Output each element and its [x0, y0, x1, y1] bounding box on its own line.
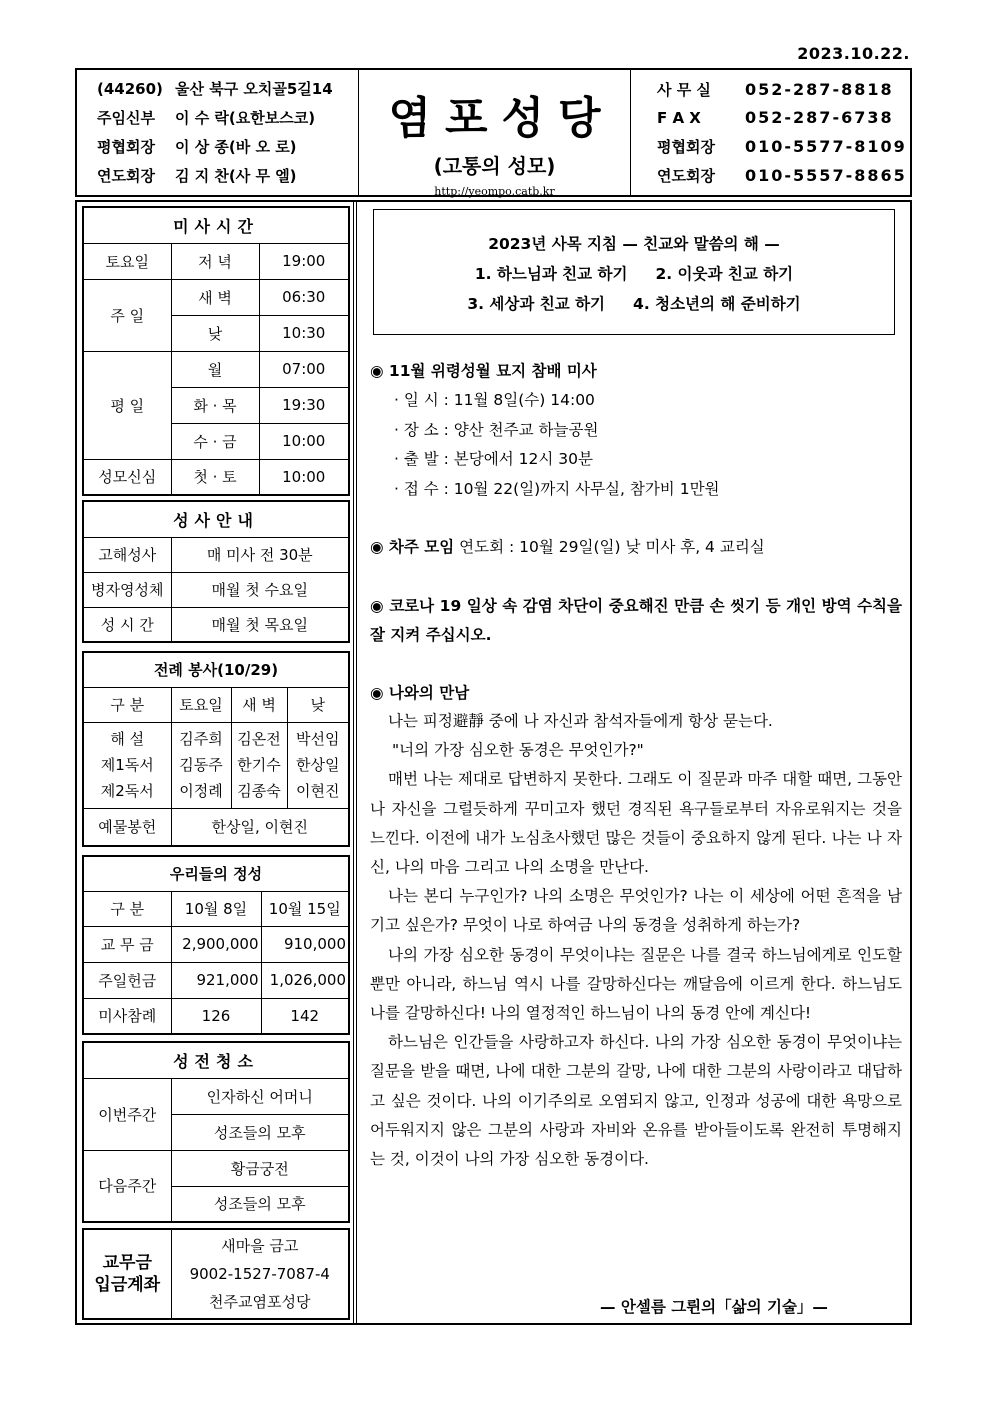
liturgy-sat-names — [171, 722, 231, 808]
finance-value: 1,026,000 — [261, 962, 349, 998]
page-subtitle: (고통의 성모) — [433, 154, 556, 178]
role-reading1: 제1독서 — [100, 756, 154, 774]
role-reading2: 제2독서 — [100, 782, 154, 800]
essay-paragraph: 하느님은 인간들을 사랑하고자 하신다. 나의 가장 심오한 동경이 무엇이냐는 질문을 받을 때면, 나에 대한 그분의 갈망, 나에 대한 그분의 사랑이라고 대답하고 싶은 것이다. 나의 이기주의로 오염되지 않고, 인정과 성공에 대한 욕망으로 어두워지지 않은 그분의 사랑과 자비와 온유를 받아들이도록 완전히 투명해지는 것, 이것이 나의 가장 심오한 동경이다. — [370, 1033, 902, 1169]
council-phone-row — [657, 136, 910, 165]
tue-thu-value: 19:30 — [259, 387, 349, 423]
finance-col-oct15: 10월 15일 — [261, 891, 349, 926]
essay-paragraph: 나의 가장 심오한 동경이 무엇이냐는 질문은 나를 결국 하느님에게로 인도할 뿐만 아니라, 하느님 역시 나를 갈망하신다는 깨달음에 이르게 한다. 하느님도 나를 갈망하신다! 나의 열정적인 하느님이 나의 동경 안에 계신다! — [370, 945, 902, 1023]
council-phone-label: 평협회장 — [657, 138, 715, 156]
yeondo-label: 연도회장 — [97, 167, 155, 185]
bank-name: 새마을 금고 — [221, 1237, 299, 1255]
sun-day-value: 10:30 — [259, 315, 349, 351]
essay-paragraph: 나는 본디 누구인가? 나의 소명은 무엇인가? 나는 이 세상에 어떤 흔적을 남기고 싶은가? 무엇이 나로 하여금 나의 동경을 성취하게 하는가? — [370, 887, 902, 935]
cleaning-table — [82, 1041, 350, 1223]
mary-label: 성모신심 — [83, 459, 171, 495]
council-name: 이 상 종(바 오 로) — [175, 138, 297, 156]
pastoral-item: 3. 세상과 친교 하기 — [467, 295, 606, 313]
list-item: 김동주 — [179, 756, 223, 774]
offering-value: 한상일, 이현진 — [171, 808, 349, 846]
council-label: 평협회장 — [97, 138, 155, 156]
liturgy-col-dawn: 새 벽 — [231, 687, 287, 722]
pastor-row — [97, 107, 358, 136]
pastoral-guideline-box — [373, 209, 895, 335]
mary-value: 10:00 — [259, 459, 349, 495]
pastor-label: 주임신부 — [97, 109, 155, 127]
notice-title: ◉ 차주 모임 — [370, 538, 455, 556]
pastoral-row2 — [374, 292, 894, 314]
confession-label: 고해성사 — [83, 537, 171, 572]
council-phone: 010-5577-8109 — [745, 137, 907, 156]
council-row — [97, 136, 358, 165]
mass-times-table — [82, 206, 350, 496]
finance-row-label: 교 무 금 — [83, 926, 171, 962]
yeondo-row — [97, 165, 358, 194]
essay-body — [370, 707, 902, 1174]
pastoral-item: 1. 하느님과 친교 하기 — [474, 265, 628, 283]
fax-label: F A X — [657, 108, 701, 127]
finance-value: 2,900,000 — [171, 926, 261, 962]
liturgy-col-day: 낮 — [287, 687, 349, 722]
yeondo-phone: 010-5557-8865 — [745, 165, 907, 185]
pastoral-row1 — [374, 262, 894, 284]
liturgy-col-sat: 토요일 — [171, 687, 231, 722]
finance-value: 142 — [261, 998, 349, 1034]
essay-paragraph: 나는 피정避靜 중에 나 자신과 참석자들에게 항상 묻는다. — [388, 712, 773, 730]
sick-communion-label: 병자영성체 — [83, 572, 171, 607]
account-label — [83, 1229, 171, 1319]
holy-hour-value: 매월 첫 목요일 — [171, 607, 349, 642]
sun-label: 주 일 — [83, 279, 171, 351]
header-contact-left — [77, 70, 359, 195]
list-item: 한기수 — [237, 756, 281, 774]
postal-code: (44260) — [97, 80, 163, 98]
list-item: 김온전 — [237, 730, 281, 748]
notice-memorial-mass — [370, 356, 902, 504]
account-details — [171, 1229, 349, 1319]
finance-row-label: 주일헌금 — [83, 962, 171, 998]
website-url[interactable]: http://yeompo.catb.kr — [434, 185, 555, 198]
finance-value: 126 — [171, 998, 261, 1034]
finance-title: 우리들의 정성 — [83, 856, 349, 891]
list-item: · 접 수 : 10월 22(일)까지 사무실, 참가비 1만원 — [394, 479, 720, 498]
pastoral-item: 2. 이웃과 친교 하기 — [655, 265, 794, 283]
list-item: 박선임 — [296, 730, 340, 748]
header-contact-right — [631, 70, 910, 195]
next-week-label: 다음주간 — [83, 1150, 171, 1222]
liturgy-title: 전례 봉사(10/29) — [83, 652, 349, 687]
this-week-group-a: 인자하신 어머니 — [171, 1078, 349, 1114]
yeondo-phone-label: 연도회장 — [657, 166, 715, 185]
pastoral-title: 2023년 사목 지침 — 친교와 말씀의 해 — — [488, 235, 780, 253]
pastor-name: 이 수 락(요한보스코) — [175, 109, 316, 127]
sacraments-table — [82, 500, 350, 643]
essay-heading — [370, 679, 902, 707]
fax-number: 052-287-6738 — [745, 107, 894, 127]
mass-times-title: 미사시간 — [83, 207, 349, 243]
account-number: 9002-1527-7087-4 — [189, 1265, 330, 1283]
finance-value: 921,000 — [171, 962, 261, 998]
page-title: 염포성당 — [388, 93, 615, 144]
account-label-line1: 교무금 — [102, 1253, 152, 1273]
essay-signature: — 안셀름 그륀의「삶의 기술」— — [600, 1298, 828, 1316]
essay-paragraph: 매번 나는 제대로 답변하지 못한다. 그래도 이 질문과 마주 대할 때면, 그동안 나 자신을 그럴듯하게 꾸미고자 했던 경직된 욕구들로부터 자유로워지는 것을 느낀다. 이전에 내가 노심초사했던 많은 것들이 중요하지 않게 된다. 나는 나 자신, 나의 마음 그리고 나의 소명을 만난다. — [370, 770, 902, 877]
liturgy-roles — [83, 722, 171, 808]
notice-meeting — [370, 532, 902, 562]
sacraments-title: 성사안내 — [83, 501, 349, 537]
cleaning-title: 성전청소 — [83, 1042, 349, 1078]
holy-hour-label: 성 시 간 — [83, 607, 171, 642]
next-week-group-a: 황금궁전 — [171, 1150, 349, 1186]
account-table — [82, 1228, 350, 1320]
liturgy-col-role: 구 분 — [83, 687, 171, 722]
address: 울산 북구 오치골5길14 — [175, 80, 333, 98]
finance-row-label: 미사참례 — [83, 998, 171, 1034]
issue-date: 2023.10.22. — [797, 44, 910, 63]
sun-day-time: 낮 — [171, 315, 259, 351]
sat-value: 19:00 — [259, 243, 349, 279]
office-phone: 052-287-8818 — [745, 80, 894, 99]
list-item: · 출 발 : 본당에서 12시 30분 — [394, 450, 593, 468]
essay-title: ◉ 나와의 만남 — [370, 684, 470, 702]
notice-title: ◉ 11월 위령성월 묘지 참배 미사 — [370, 362, 597, 380]
finance-table — [82, 855, 350, 1035]
list-item: 이정례 — [179, 782, 223, 800]
mon-time: 월 — [171, 351, 259, 387]
finance-col-oct8: 10월 8일 — [171, 891, 261, 926]
sat-label: 토요일 — [83, 243, 171, 279]
role-commentary: 해 설 — [110, 730, 145, 748]
list-item: 김종숙 — [237, 782, 281, 800]
confession-value: 매 미사 전 30분 — [171, 537, 349, 572]
sun-dawn-value: 06:30 — [259, 279, 349, 315]
liturgy-dawn-names — [231, 722, 287, 808]
wed-fri-time: 수 · 금 — [171, 423, 259, 459]
this-week-label: 이번주간 — [83, 1078, 171, 1150]
finance-col-label: 구 분 — [83, 891, 171, 926]
office-row — [657, 79, 910, 108]
list-item: 한상일 — [296, 756, 340, 774]
notice-covid: ◉ 코로나 19 일상 속 감염 차단이 중요해진 만큼 손 씻기 등 개인 방역 수칙을 잘 지켜 주십시오. — [370, 597, 902, 644]
header — [75, 68, 912, 197]
list-item: · 일 시 : 11월 8일(수) 14:00 — [394, 391, 595, 409]
liturgy-table — [82, 651, 350, 847]
tue-thu-time: 화 · 목 — [171, 387, 259, 423]
sun-dawn-time: 새 벽 — [171, 279, 259, 315]
finance-value: 910,000 — [261, 926, 349, 962]
next-week-group-b: 성조들의 모후 — [171, 1186, 349, 1222]
sick-communion-value: 매월 첫 수요일 — [171, 572, 349, 607]
address-row — [97, 78, 358, 107]
account-holder: 천주교염포성당 — [209, 1293, 311, 1311]
yeondo-name: 김 지 찬(사 무 엘) — [175, 167, 297, 185]
notice-body: 연도회 : 10월 29일(일) 낮 미사 후, 4 교리실 — [454, 538, 765, 556]
fax-row — [657, 108, 910, 137]
this-week-group-b: 성조들의 모후 — [171, 1114, 349, 1150]
weekday-label: 평 일 — [83, 351, 171, 459]
office-label: 사 무 실 — [657, 81, 711, 99]
mon-value: 07:00 — [259, 351, 349, 387]
wed-fri-value: 10:00 — [259, 423, 349, 459]
offering-label: 예물봉헌 — [83, 808, 171, 846]
list-item: · 장 소 : 양산 천주교 하늘공원 — [394, 420, 599, 439]
column-divider — [353, 200, 357, 1325]
list-item: 이현진 — [296, 782, 340, 800]
liturgy-day-names — [287, 722, 349, 808]
list-item: 김주희 — [179, 730, 223, 748]
header-title-block — [359, 70, 631, 198]
account-label-line2: 입금계좌 — [94, 1275, 161, 1295]
sat-time: 저 녁 — [171, 243, 259, 279]
yeondo-phone-row — [657, 165, 910, 194]
mary-time: 첫 · 토 — [171, 459, 259, 495]
essay-quote: "너의 가장 심오한 동경은 무엇인가?" — [392, 741, 644, 760]
pastoral-item: 4. 청소년의 해 준비하기 — [633, 295, 801, 313]
